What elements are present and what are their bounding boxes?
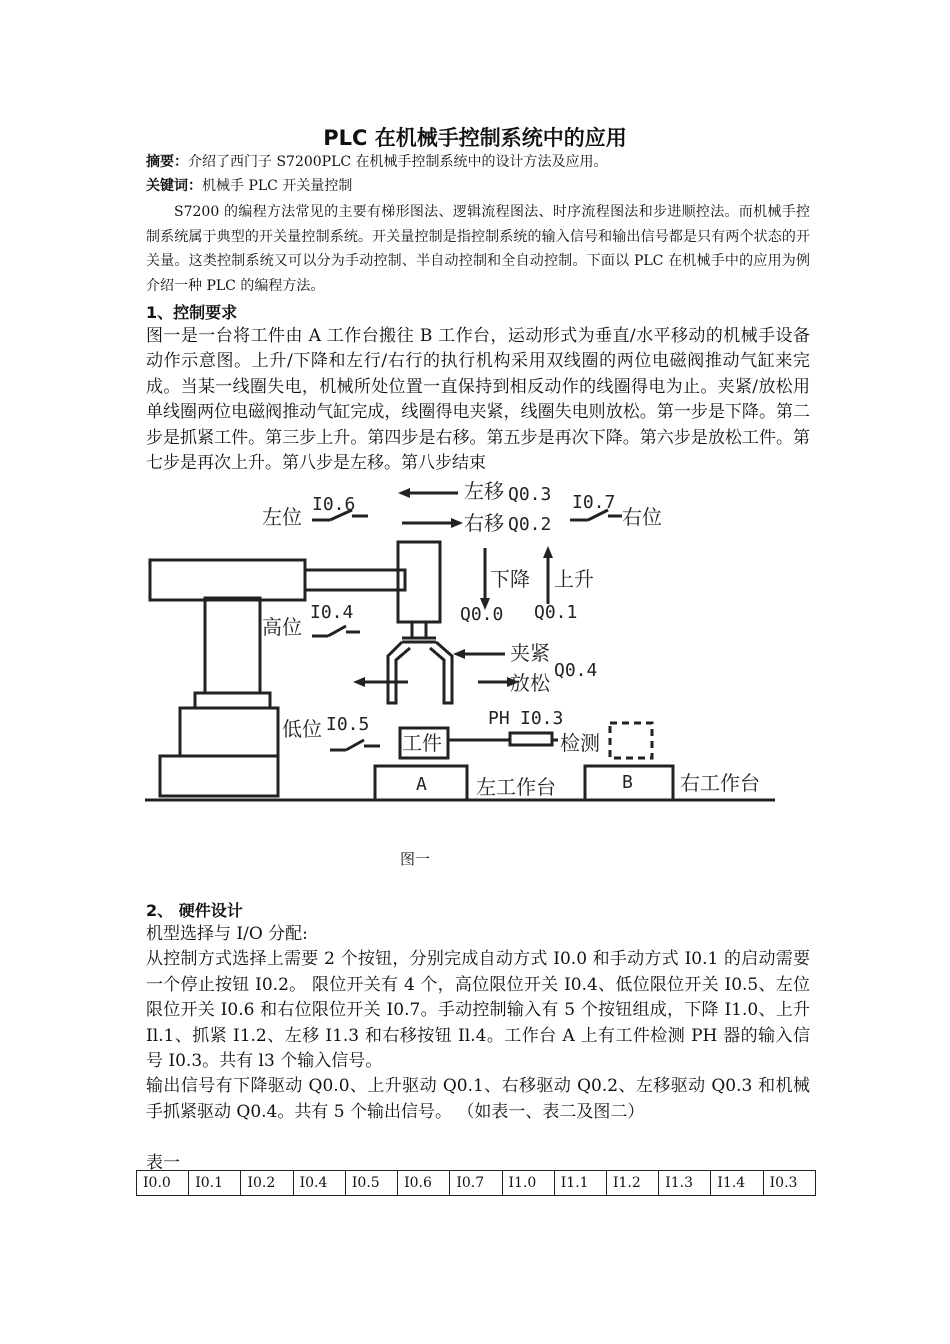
arm-pedestal [180, 708, 278, 756]
label-detect: 检测 [560, 731, 600, 755]
io-table [136, 1170, 816, 1196]
label-down: 下降 [490, 567, 530, 591]
gripper-right-finger [430, 642, 452, 703]
figure-caption: 图一 [399, 850, 430, 868]
label-q02: Q0.2 [508, 514, 552, 535]
keywords-text: 机械手 PLC 开关量控制 [202, 178, 353, 194]
arm-collar [195, 693, 270, 708]
table-cell: I0.4 [293, 1171, 345, 1196]
document-title: PLC 在机械手控制系统中的应用 [323, 126, 627, 150]
section2-para1: 从控制方式选择上需要 2 个按钮，分别完成自动方式 I0.0 和手动方式 I0.1 的启动需要一个停止按钮 I0.2。 限位开关有 4 个，高位限位开关 I0.4、低位限位开关 I0.5、左位限位开关 I0.6 和右位限位开关 I0.7。手动控制输入有 5 个按钮组成，下降 I1.0、上升 Il.1、抓紧 I1.2、左移 I1.3 和右移按钮 Il.4。工作台 A 上有工件检测 PH 器的输入信号 I0.3。共有 l3 个输入信号。 [146, 949, 810, 1072]
gripper-joint [402, 622, 436, 642]
label-release: 放松 [510, 671, 550, 695]
switch-i05-symbol [330, 740, 380, 750]
label-q03: Q0.3 [508, 484, 552, 505]
table-cell: I1.3 [659, 1171, 711, 1196]
label-q00: Q0.0 [460, 604, 504, 625]
section2-heading: 2、 硬件设计 [146, 901, 243, 920]
table-cell: I0.0 [137, 1171, 189, 1196]
label-up: 上升 [554, 567, 594, 591]
arm-base [160, 756, 278, 796]
arrow-release-left-head [353, 677, 365, 687]
label-q04: Q0.4 [554, 660, 598, 681]
gripper-arrows [360, 654, 512, 682]
label-i06: I0.6 [312, 494, 356, 515]
arrow-up-head [543, 546, 553, 558]
table-cell: I1.2 [606, 1171, 658, 1196]
label-ph: PH [488, 708, 510, 729]
label-right-move: 右移 [464, 511, 504, 535]
table-cell: I1.1 [554, 1171, 606, 1196]
gripper-left-finger [388, 642, 410, 703]
label-q01: Q0.1 [534, 602, 578, 623]
label-workpiece: 工件 [402, 731, 442, 755]
section1-heading: 1、控制要求 [146, 303, 238, 322]
table-cell: I0.2 [241, 1171, 293, 1196]
table-cell: I1.4 [711, 1171, 763, 1196]
intro-paragraph-block [146, 200, 810, 298]
abstract-text: 介绍了西门子 S7200PLC 在机械手控制系统中的设计方法及应用。 [188, 154, 608, 170]
table-cell: I0.7 [450, 1171, 502, 1196]
label-high-pos: 高位 [262, 615, 302, 639]
table-cell: I0.1 [189, 1171, 241, 1196]
keywords-line [146, 176, 352, 196]
label-i07: I0.7 [572, 492, 616, 513]
robot-arm-diagram [140, 478, 780, 818]
section2-para2: 输出信号有下降驱动 Q0.0、上升驱动 Q0.1、右移驱动 Q0.2、左移驱动 Q0.3 和机械手抓紧驱动 Q0.4。共有 5 个输出信号。 （如表一、表二及图二） [146, 1076, 810, 1122]
table-cell: I1.0 [502, 1171, 554, 1196]
label-right-table: 右工作台 [680, 771, 760, 795]
label-left-pos: 左位 [262, 505, 302, 529]
arrow-clamp-head [453, 649, 465, 659]
section1-body [146, 324, 810, 476]
section1-text: 图一是一台将工件由 A 工作台搬往 B 工作台，运动形式为垂直/水平移动的机械手设备动作示意图。上升/下降和左行/右行的执行机构采用双线圈的两位电磁阀推动气缸来完成。当某一线圈失电，机械所处位置一直保持到相反动作的线圈得电为止。夹紧/放松用单线圈两位电磁阀推动气缸完成，线圈得电夹紧，线圈失电则放松。第一步是下降。第二步是抓紧工件。第三步上升。第四步是右移。第五步是再次下降。第六步是放松工件。第七步是再次上升。第八步是左移。第八步结束 [146, 326, 810, 474]
label-left-move: 左移 [464, 479, 504, 503]
label-right-pos: 右位 [622, 505, 662, 529]
label-i05: I0.5 [326, 714, 370, 735]
label-clamp: 夹紧 [510, 641, 550, 665]
horizontal-arrows [402, 493, 458, 523]
label-table-b: B [622, 772, 633, 793]
ph-sensor [510, 733, 552, 745]
arm-column [205, 598, 260, 693]
abstract-label: 摘要： [146, 154, 188, 170]
table-cell: I0.6 [398, 1171, 450, 1196]
keywords-label: 关键词： [146, 178, 202, 194]
arrow-right-head [451, 518, 463, 528]
label-low-pos: 低位 [282, 717, 322, 741]
label-left-table: 左工作台 [476, 775, 556, 799]
label-i04: I0.4 [310, 602, 354, 623]
table1-label: 表一 [146, 1153, 180, 1173]
arrow-left-head [398, 488, 410, 498]
target-workpiece-box [610, 723, 652, 758]
table-row [137, 1171, 816, 1196]
table-cell: I0.3 [763, 1171, 815, 1196]
section2-body [146, 922, 810, 1125]
section2-line1: 机型选择与 I/O 分配: [146, 924, 308, 944]
arm-beam [305, 570, 405, 590]
arm-housing [150, 560, 305, 600]
label-table-a: A [416, 774, 427, 795]
table-cell: I0.5 [345, 1171, 397, 1196]
intro-paragraph: S7200 的编程方法常见的主要有梯形图法、逻辑流程图法、时序流程图法和步进顺控法。而机械手控制系统属于典型的开关量控制系统。开关量控制是指控制系统的输入信号和输出信号都是只有两个状态的开关量。这类控制系统又可以分为手动控制、半自动控制和全自动控制。下面以 PLC 在机械手中的应用为例介绍一种 PLC 的编程方法。 [146, 204, 810, 294]
abstract-line [146, 152, 608, 172]
label-i03: I0.3 [520, 708, 564, 729]
switch-i04-symbol [312, 626, 360, 636]
